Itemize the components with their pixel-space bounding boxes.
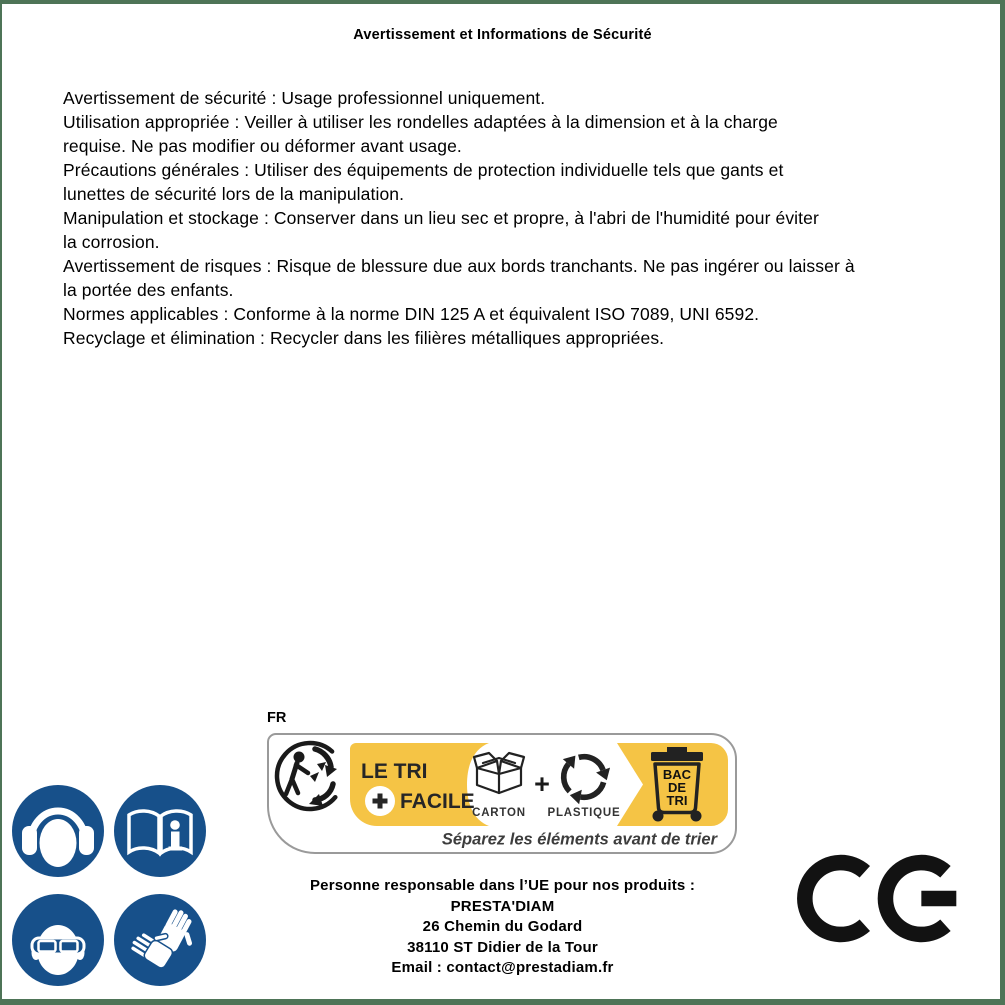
plus-badge <box>365 786 395 816</box>
safety-text-line: Recyclage et élimination : Recycler dans les filières métalliques appropriées. <box>63 328 665 348</box>
le-tri-text: LE TRI <box>361 760 428 783</box>
safety-text-line: la corrosion. <box>63 232 160 252</box>
recycling-sorting-label <box>265 732 740 855</box>
bin-text-de: DE <box>667 780 687 795</box>
safety-text-line: la portée des enfants. <box>63 280 234 300</box>
sorting-bin-icon <box>651 747 703 822</box>
materials-plus-sign: + <box>534 769 550 799</box>
ce-marking-icon <box>797 849 967 948</box>
bin-text-bac: BAC <box>662 767 692 782</box>
company-name: PRESTA'DIAM <box>450 897 555 915</box>
country-code-label: FR <box>267 710 287 726</box>
safety-text-line: Avertissement de risques : Risque de blessure due aux bords tranchants. Ne pas ingérer ou laisser à <box>63 256 855 276</box>
sorting-tagline: Séparez les éléments avant de trier <box>441 830 717 849</box>
safety-text-line: Utilisation appropriée : Veiller à utiliser les rondelles adaptées à la dimension et à la charge <box>63 112 778 132</box>
safety-text-line: Normes applicables : Conforme à la norme DIN 125 A et équivalent ISO 7089, UNI 6592. <box>63 304 760 324</box>
bin-text-tri: TRI <box>666 793 688 808</box>
safety-text-line: Manipulation et stockage : Conserver dans un lieu sec et propre, à l'abri de l'humidité pour éviter <box>63 208 819 228</box>
carton-label: CARTON <box>472 807 526 819</box>
email-line: Email : contact@prestadiam.fr <box>391 959 614 976</box>
badge-read-instruction-manual <box>113 784 207 878</box>
plastique-label: PLASTIQUE <box>547 807 621 819</box>
page-title: Avertissement et Informations de Sécurité <box>353 27 652 43</box>
responsible-person-line: Personne responsable dans l’UE pour nos produits : <box>309 877 696 894</box>
facile-text: FACILE <box>400 790 475 813</box>
safety-text-line: Avertissement de sécurité : Usage professionnel uniquement. <box>63 88 546 108</box>
badge-wear-ear-protection <box>11 784 105 878</box>
safety-text-block <box>63 86 855 350</box>
safety-text-line: requise. Ne pas modifier ou déformer avant usage. <box>63 136 462 156</box>
safety-text-line: lunettes de sécurité lors de la manipulation. <box>63 184 405 204</box>
address-line: 38110 ST Didier de la Tour <box>407 938 598 956</box>
address-line: 26 Chemin du Godard <box>422 918 583 935</box>
safety-text-line: Précautions générales : Utiliser des équipements de protection individuelle tels que gants et <box>63 160 784 180</box>
